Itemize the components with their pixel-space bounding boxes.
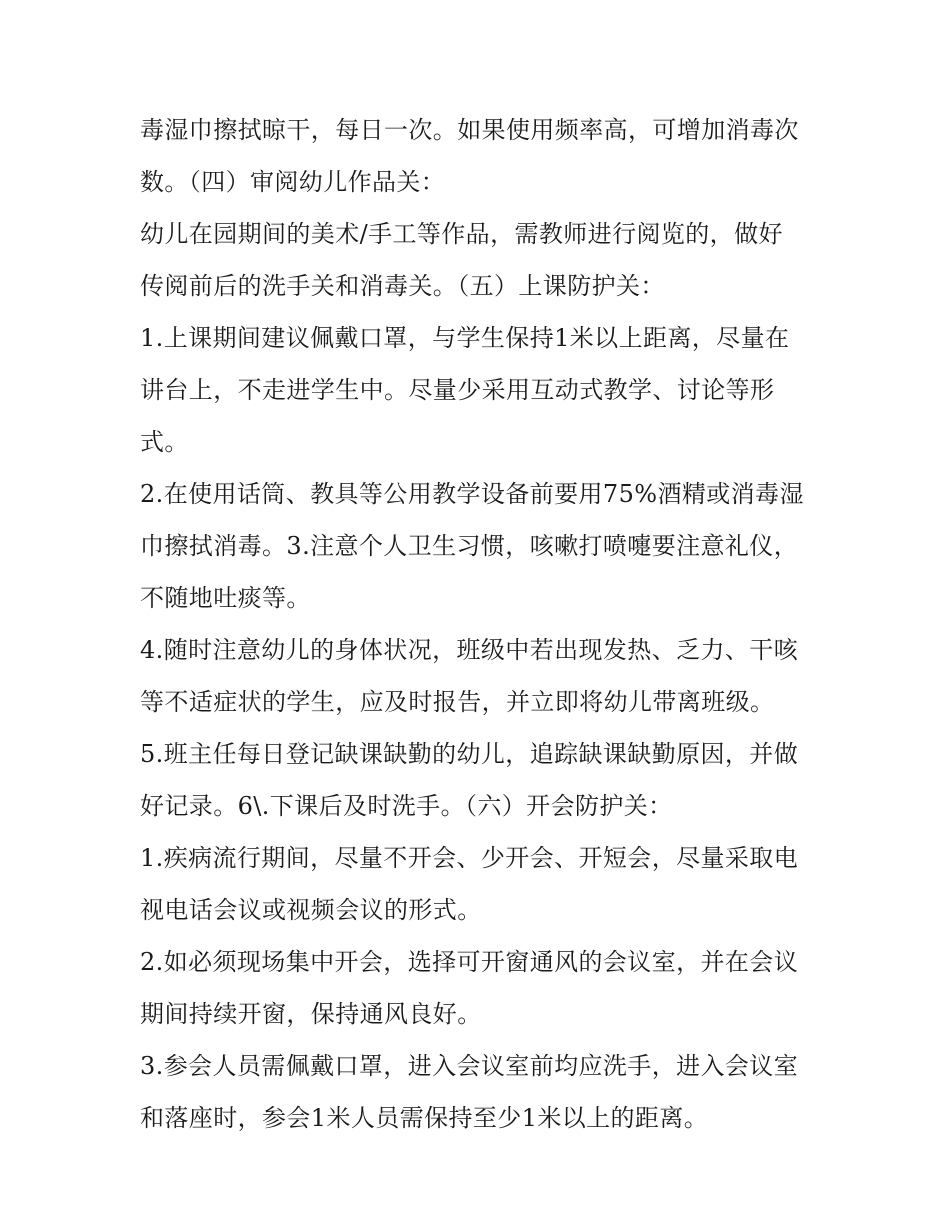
text-line: 等不适症状的学生，应及时报告，并立即将幼儿带离班级。 (140, 688, 775, 716)
text-line: 毒湿巾擦拭晾干，每日一次。如果使用频率高，可增加消毒次 (140, 116, 799, 144)
text-line: 传阅前后的洗手关和消毒关。（五）上课防护关： (140, 272, 665, 300)
text-line: 巾擦拭消毒。3.注意个人卫生习惯，咳嗽打喷嚏要注意礼仪， (140, 532, 799, 560)
text-line: 好记录。6\.下课后及时洗手。（六）开会防护关： (140, 792, 673, 820)
document-body (140, 104, 820, 1144)
text-line: 不随地吐痰等。 (140, 584, 311, 612)
text-line: 2.在使用话筒、教具等公用教学设备前要用75%酒精或消毒湿 (140, 480, 804, 508)
text-line: 5.班主任每日登记缺课缺勤的幼儿，追踪缺课缺勤原因，并做 (140, 740, 799, 768)
text-line: 视电话会议或视频会议的形式。 (140, 896, 482, 924)
text-line: 2.如必须现场集中开会，选择可开窗通风的会议室，并在会议 (140, 948, 799, 976)
text-line: 幼儿在园期间的美术/手工等作品，需教师进行阅览的，做好 (140, 220, 783, 248)
text-line: 数。（四）审阅幼儿作品关： (140, 168, 446, 196)
text-line: 期间持续开窗，保持通风良好。 (140, 1000, 482, 1028)
text-line: 式。 (140, 428, 189, 456)
text-line: 1.上课期间建议佩戴口罩，与学生保持1米以上距离，尽量在 (140, 324, 790, 352)
text-line: 3.参会人员需佩戴口罩，进入会议室前均应洗手，进入会议室 (140, 1052, 799, 1080)
text-line: 1.疾病流行期间，尽量不开会、少开会、开短会，尽量采取电 (140, 844, 799, 872)
text-line: 4.随时注意幼儿的身体状况，班级中若出现发热、乏力、干咳 (140, 636, 799, 664)
text-line: 和落座时，参会1米人员需保持至少1米以上的距离。 (140, 1104, 709, 1132)
text-line: 讲台上，不走进学生中。尽量少采用互动式教学、讨论等形 (140, 376, 775, 404)
